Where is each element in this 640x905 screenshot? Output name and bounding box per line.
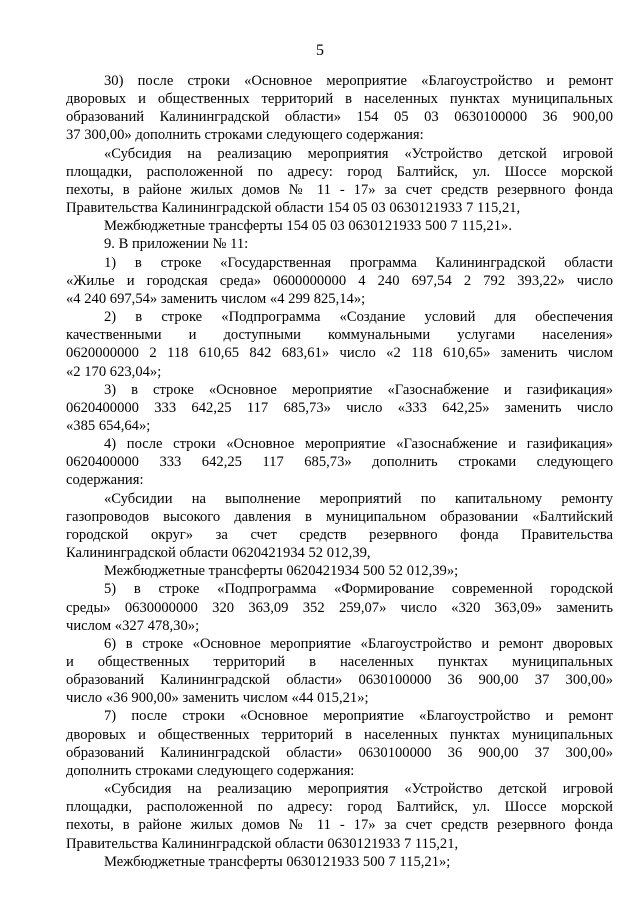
paragraph-item-6: [66, 635, 613, 708]
text-line: «2 170 623,04»;: [66, 363, 162, 380]
text-line: 0620000000 2 118 610,65 842 683,61» число «2 118 610,65» заменить числом: [66, 345, 613, 362]
text-line: газопроводов высокого давления в муниципальном образовании «Балтийский: [66, 508, 613, 525]
text-line: Правительства Калининградской области 0630121933 7 115,21,: [66, 835, 459, 852]
paragraph-9: [66, 235, 613, 253]
text-line: 3) в строке «Основное мероприятие «Газоснабжение и газификация»: [104, 381, 613, 398]
text-line: пехоты, в районе жилых домов № 11 - 17» за счет средств резервного фонда: [66, 817, 613, 834]
text-line: среды» 0630000000 320 363,09 352 259,07» число «320 363,09» заменить: [66, 599, 613, 616]
text-line: площадки, расположенной по адресу: город Балтийск, ул. Шоссе морской: [66, 163, 613, 180]
paragraph-item-2: [66, 308, 613, 381]
text-line: пехоты, в районе жилых домов № 11 - 17» за счет средств резервного фонда: [66, 181, 613, 198]
text-line: 0620400000 333 642,25 117 685,73» дополнить строками следующего: [66, 454, 613, 471]
text-line: содержания:: [66, 472, 144, 489]
document-body: [66, 72, 613, 871]
text-line: число «36 900,00» заменить числом «44 015,21»;: [66, 690, 369, 707]
text-line: 37 300,00» дополнить строками следующего содержания:: [66, 127, 424, 144]
paragraph-item-7: [66, 707, 613, 780]
text-line: «4 240 697,54» заменить числом «4 299 825,14»;: [66, 290, 366, 307]
text-line: «Субсидия на реализацию мероприятия «Устройство детской игровой: [104, 781, 613, 798]
text-line: 0620400000 333 642,25 117 685,73» число «333 642,25» заменить число: [66, 399, 613, 416]
text-line: «Жилье и городская среда» 0600000000 4 240 697,54 2 792 393,22» число: [66, 272, 613, 289]
text-line: 9. В приложении № 11:: [104, 236, 249, 253]
paragraph-transfers-3: [66, 853, 613, 871]
text-line: 4) после строки «Основное мероприятие «Газоснабжение и газификация»: [104, 436, 613, 453]
text-line: городской округ» за счет средств резервного фонда Правительства: [66, 526, 613, 543]
text-line: образований Калининградской области» 0630100000 36 900,00 37 300,00»: [66, 672, 613, 689]
paragraph-transfers-2: [66, 562, 613, 580]
text-line: числом «327 478,30»;: [66, 617, 200, 634]
text-line: Межбюджетные трансферты 0630121933 500 7 115,21»;: [104, 853, 451, 870]
text-line: Межбюджетные трансферты 154 05 03 0630121933 500 7 115,21».: [104, 218, 512, 235]
text-line: 5) в строке «Подпрограмма «Формирование современной городской: [104, 581, 613, 598]
text-line: площадки, расположенной по адресу: город Балтийск, ул. Шоссе морской: [66, 799, 613, 816]
text-line: качественными и доступными коммунальными услугами населения»: [66, 327, 613, 344]
paragraph-subsidy-2: [66, 490, 613, 563]
paragraph-item-4: [66, 435, 613, 489]
paragraph-subsidy-3: [66, 780, 613, 853]
text-line: Межбюджетные трансферты 0620421934 500 52 012,39»;: [104, 563, 459, 580]
text-line: 7) после строки «Основное мероприятие «Благоустройство и ремонт: [104, 708, 613, 725]
text-line: Правительства Калининградской области 154 05 03 0630121933 7 115,21,: [66, 200, 521, 217]
paragraph-item-5: [66, 580, 613, 634]
text-line: Калининградской области 0620421934 52 012,39,: [66, 545, 371, 562]
text-line: дополнить строками следующего содержания:: [66, 762, 355, 779]
paragraph-transfers-1: [66, 217, 613, 235]
text-line: «385 654,64»;: [66, 417, 151, 434]
text-line: «Субсидия на реализацию мероприятия «Устройство детской игровой: [104, 145, 613, 162]
text-line: «Субсидии на выполнение мероприятий по капитальному ремонту: [104, 490, 613, 507]
paragraph-item-3: [66, 381, 613, 435]
text-line: образований Калининградской области» 154 05 03 0630100000 36 900,00: [66, 109, 613, 126]
text-line: дворовых и общественных территорий в населенных пунктах муниципальных: [66, 91, 613, 108]
text-line: дворовых и общественных территорий в населенных пунктах муниципальных: [66, 726, 613, 743]
paragraph-30: [66, 72, 613, 145]
text-line: образований Калининградской области» 0630100000 36 900,00 37 300,00»: [66, 744, 613, 761]
paragraph-subsidy-1: [66, 145, 613, 218]
text-line: 1) в строке «Государственная программа Калининградской области: [104, 254, 613, 271]
text-line: и общественных территорий в населенных пунктах муниципальных: [66, 654, 613, 670]
paragraph-item-1: [66, 254, 613, 308]
page-number: 5: [316, 42, 324, 59]
text-line: 2) в строке «Подпрограмма «Создание условий для обеспечения: [104, 309, 613, 326]
text-line: 30) после строки «Основное мероприятие «Благоустройство и ремонт: [104, 73, 613, 89]
text-line: 6) в строке «Основное мероприятие «Благоустройство и ремонт дворовых: [104, 635, 613, 652]
